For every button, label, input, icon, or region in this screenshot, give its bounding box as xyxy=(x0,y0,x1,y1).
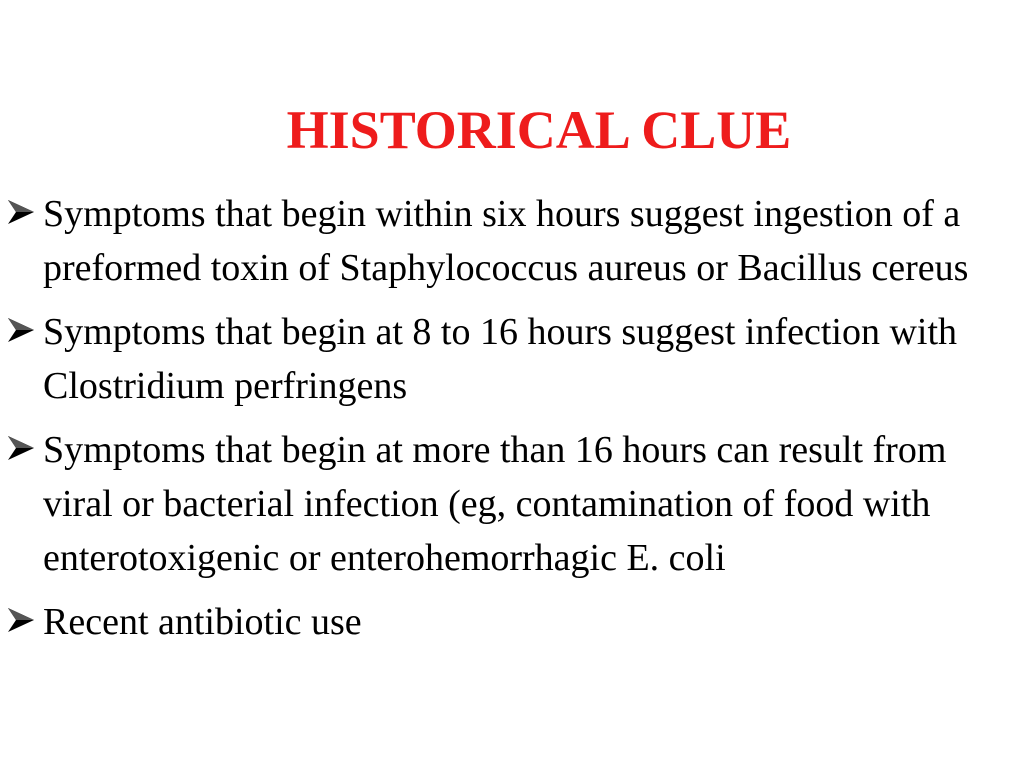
bullet-item xyxy=(0,595,1000,649)
bullet-item xyxy=(0,187,1000,295)
bullet-text: Symptoms that begin at more than 16 hours can result from viral or bacterial infection (eg, contamination of food with enterotoxigenic or enterohemorrhagic E. coli xyxy=(43,429,947,579)
slide-title: HISTORICAL CLUE xyxy=(286,100,792,160)
bullet-text: Symptoms that begin at 8 to 16 hours suggest infection with Clostridium perfringens xyxy=(43,311,958,407)
arrowhead-bullet-icon xyxy=(6,605,36,635)
arrowhead-bullet-icon xyxy=(6,197,36,227)
bullet-item xyxy=(0,423,1000,585)
arrowhead-bullet-icon xyxy=(6,433,36,463)
bullet-text: Recent antibiotic use xyxy=(43,601,362,643)
bullet-item xyxy=(0,305,1000,413)
bullet-list xyxy=(0,187,1000,649)
bullet-text: Symptoms that begin within six hours suggest ingestion of a preformed toxin of Staphylococcus aureus or Bacillus cereus xyxy=(43,193,969,289)
arrowhead-bullet-icon xyxy=(6,315,36,345)
